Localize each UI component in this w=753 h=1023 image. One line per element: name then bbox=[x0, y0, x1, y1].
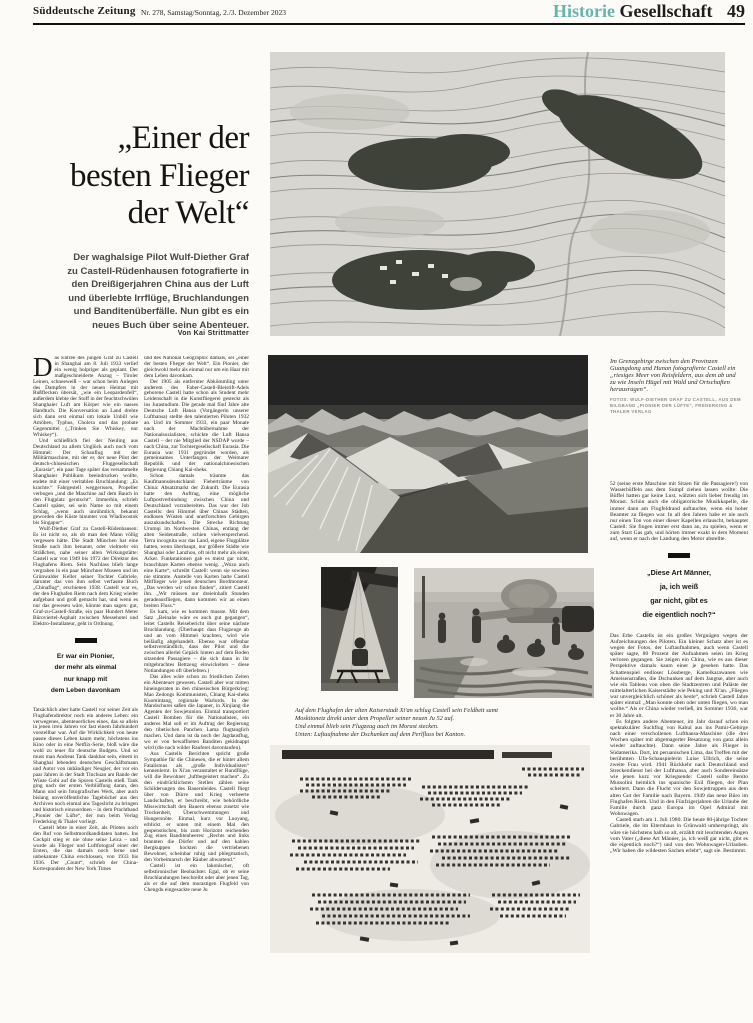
rice-fields-caption bbox=[610, 358, 742, 414]
junks-river-illustration bbox=[270, 745, 590, 953]
paragraph bbox=[33, 356, 138, 439]
paragraph: Castell lebte in einer Zeit, als Piloten noch den Ruf von Selbstmordkandidaten hatten. Ins Cockpit stieg er nie ohne seine Leica – und wurde als Flieger und Luftfotograf einer der Ersten, die das damals noch ferne und unbekannte China erschlossen, von 1933 bis 1936. Der „Count“, schrieb der China-Korrespondent der New York Times bbox=[33, 824, 138, 873]
caption-line: Auf dem Flughafen der alten Kaiserstadt Xi'an schlug Castell sein Feldbett samt bbox=[295, 707, 499, 714]
article-column-1 bbox=[33, 356, 138, 1012]
airfield-caption bbox=[295, 707, 595, 739]
paragraph: Castell starb am 1. Juli 1980. Die heute 80-jährige Tochter Gabriele, die im Elternhaus in Grünwald umherspringt, als wäre sie höchstens halb so alt, erzählt mit leuchtenden Augen vom Vater („diese Art Männer, ja, ich weiß gar nicht, gibt es die eigentlich noch?“) und von den Wohnwagen-Urlauben. „Wir haben die wildesten Sachen erlebt“, sagt sie. Bestimmt. bbox=[610, 817, 748, 855]
plane-in-mud-illustration bbox=[414, 568, 594, 698]
pull-quote-line: dem Leben davonkam bbox=[50, 687, 121, 695]
page-number: 49 bbox=[727, 1, 745, 21]
caption-line: Und einmal blieb sein Flugzeug auch im Morast stecken. bbox=[295, 723, 439, 730]
headline-line: besten Flieger bbox=[69, 157, 249, 194]
rice-terraces-illustration bbox=[270, 52, 725, 336]
mosquito-net-photo bbox=[321, 567, 398, 691]
article-column-2 bbox=[144, 356, 249, 1012]
issue-line: Nr. 278, Samstag/Sonntag, 2./3. Dezember 2023 bbox=[141, 8, 286, 17]
paragraph-text: as Entrée des jungen Graf zu Castell in Shanghai am 8. Juli 1933 verlief ein wenig holpriger als geplant. Der maßgeschneiderte Anzug – Tiroler Leinen, schneeweiß – war schon beim Anlegen des Dampfers in der neuen Heimat mit Rußflecken übersät, „wie ein Leopardenfell“, außerdem klebte der Stoff in der feuchtschwülen Shanghaier Luft am Körper wie ein nasses Handtuch. Die Konversation an Land drehte sich dann erst einmal um lokale Unbill wie Amöben, Typhus, Cholera und das probate Gegenmittel („Trinken Sie Whiskey, nur Whiskey“). bbox=[33, 356, 138, 438]
rice-terraces-photo bbox=[270, 52, 725, 336]
paragraph: Es kam, wie es kommen musste. Mit dem Satz „Beinahe wäre es auch gut gegangen“, leitet Castells Reisebericht über seine nächste Bruchlandung. (Überhaupt: dass Flugzeuge ab und an vom Himmel krachten, wird wie beiläufig abgehandelt. Ebenso war offenbar selbstverständlich, dass der Pilot und die zwischen allerlei Gepäck hinten auf dem Boden sitzenden Passagiere – die sich dann in ihr mitgebrachtes Bettzeug einwickelten – diese Notlandungen oft überlebten.) bbox=[144, 608, 249, 675]
paragraph: Tatsächlich aber hatte Castell vor seiner Zeit als Flughafendirektor noch ein anderes Leben: ein verwegenes, abenteuerliches eines, das so allein in jenen irren Jahren vor fast einem Jahrhundert vorstellbar war. Auf die Wirklichkeit von heute passte dieses Leben kaum mehr, höchstens ins Kino oder in eine Netflix-Serie, bloß wäre die wohl zu teuer für deutsche Budgets. Und so muss man Andreas Tank dankbar sein, einem in Shanghai lebenden deutschen Geschäftsmann und Autor von unbändiger Neugier, der vor ein paar Jahren in der Stadt Tinchuan am Rande der Wüste Gobi auf die Spuren Castells stieß. Tank ging nach der ersten Verblüffung daran, den Mann und sein fotografisches Werk, aber auch bislang unveröffentlichte Tagebücher aus den Archiven noch einmal ans Tageslicht zu bringen und historisch einzuordnen – in dem Prachtband „Pionier der Lüfte“, der nun beim Verlag Frederking & Thaler vorliegt. bbox=[33, 706, 138, 825]
headline-line: der Welt“ bbox=[127, 195, 249, 232]
article-headline bbox=[33, 120, 249, 233]
pull-quote-line: die eigentlich noch?“ bbox=[642, 609, 716, 619]
byline: Von Kai Strittmatter bbox=[177, 330, 249, 337]
mountains-illustration bbox=[268, 355, 588, 553]
caption-line: Unten: Luftaufnahme der Dschunken auf dem Perlfluss bei Kanton. bbox=[295, 731, 466, 738]
paragraph: Schon damals träumte das Kaufmannsdeutschland Fieberträume von China: Absatzmarkt der Zukunft. Die Eurasia hatte den Auftrag, eine mögliche Luftpostverbindung zwischen China und Deutschland vorzubereiten. Das war der Job Castells: den Himmel über Chinas Städten, endlosen Wüsten und unerforschten Gebirgen auszukundschaften. Die Strecke Richtung Urumqi im Nordwesten Chinas, entlang der alten Seidenstraße, schien vielversprechend. Terra incognita war das Land, eigene Flugplätze hatten, wenn überhaupt, nur größere Städte wie Shanghai oder Lanzhou, oft nicht mehr als einen Acker. Funkstationen gab es meist gar nicht, brauchbare Karten ebenso wenig. „Wozu auch eine Karte“, schreibt Castell: wenn sie sowieso nie stimmte. Anstelle von Karten hatte Castell Mitflieger wie jenen deutschen Bordmonteur. „Das werden wir schon finden“, zitiert Castell ihn. „Wir müssen nur dreieinhalb Stunden geradeausfliegen, dann kommen wir an einen breiten Fluss.“ bbox=[144, 473, 249, 610]
pull-quote-pioneer bbox=[33, 638, 138, 697]
paragraph: Der 1905 als entfernter Abkömmling unter anderem des Faber-Castell-Bleistift-Adels geborene Castell hatte schon als Student mehr Leidenschaft in die Kunstfliegerei gesteckt als ins Jurastudium. Die gerade mal fünf Jahre alte Deutsche Luft Hansa (Vorgängerin unserer Lufthansa) stellte den talentierten Piloten 1932 an. Und im Sommer 1933, ein paar Monate nach der Machtübernahme der Nationalsozialisten, schickte die Luft Hansa Castell – der nie Mitglied der NSDAP wurde – nach China, zur Tochtergesellschaft Eurasia. Die Eurasia war 1931 gegründet worden, als gemeinsames Unterfangen der Weimarer Republik und der nationalchinesischen Regierung Chiang Kai-sheks. bbox=[144, 378, 249, 474]
section-header bbox=[553, 1, 745, 22]
mountains-photo bbox=[268, 355, 588, 553]
paragraph: Das Erbe Castells ist ein großes Vergnügen wegen der Aufzeichnungen des Piloten. Ein kleiner Schatz aber ist es wegen der Fotos, der Luftaufnahmen, auch wenn Castell später sagte, 80 Prozent der Aufnahmen seien im Krieg verloren gegangen. Sie zeigen ein China, wie es aus dieser Perspektive damals kaum einer je gesehen hatte. Das Schattenspiel endloser Lössberge, Kamelkarawanen wie Ameisenstraßen, die Dschunken auf dem Jangtse, aber auch wie ein Tableau von oben die Stadtzentren und Paläste der mittelalterlichen Kaiserstädte wie Peking und Xi'an. „Fliegen war unvergleichlich schöner als heute“, schrieb Castell Jahre später einmal: „Man konnte oben oder unten fliegen, wo man wollte.“ Als er China wieder verließ, im Sommer 1936, war er 30 Jahre alt. bbox=[610, 632, 748, 719]
pull-quote-line: Er war ein Pionier, bbox=[56, 652, 115, 660]
caption-line: Moskitonetz direkt unter dem Propeller seiner neuen Ju 52 auf. bbox=[295, 715, 455, 722]
pull-quote-line: nur knapp mit bbox=[63, 675, 108, 683]
paragraph: Es folgten andere Abenteuer, im Jahr darauf schon ein spektakulärer Suchflug von Kabul aus ins Pamir-Gebirge nach einer verschollenen Lufthansa-Maschine (die drei Wochen später mit abgemagerter Besatzung von ganz allein wieder auftauchte). Dann seine Jahre als Flieger in Südamerika. Dort, im peruanischen Lima, das Treffen mit der berühmten Ufa-Schauspielerin Luise Ullrich, die seine zweite Frau wird. 1941 Rückkehr nach Deutschland und Streckendienst bei der Lufthansa, aber auch Sondereinsätze wie jenen kurz vor Kriegsende: Castell sollte Benito Mussolini heimlich ins spanische Exil fliegen, der Plan scheitert. Dann die Flucht vor den Sowjettruppen aus dem alten Gut der Familie nach Bayern. 1949 das neue Büro im Flughafen Riem. Und in den Fünfzigerjahren die Urlaube der Familie durch ganz Europa im Opel Admiral mit Wohnwagen. bbox=[610, 718, 748, 818]
pull-quote-bar bbox=[75, 638, 97, 643]
section-highlight: Historie bbox=[553, 1, 616, 21]
headline-line: „Einer der bbox=[117, 120, 249, 156]
plane-in-mud-photo bbox=[414, 568, 594, 698]
paragraph: 52 (seine erste Maschine mit Sitzen für die Passagiere!) von Wasserbüffeln aus dem Sumpf ziehen lassen wollte: Die Büffel hatten gar keine Lust, wälzten sich lieber freudig im Morast. Schön auch die obligatorische Musikkapelle, die immer dann am Flugfeldrand auftauchte, wenn ein hoher Beamter zu fliegen war. In all den Jahren habe er nie auch nur einen Ton von einer dieser Kapellen erlauscht, behauptet Castell: Sie fingen immer erst dann an, zu spielen, wenn er zum Start Gas gab, und hörten immer exakt in dem Moment auf, wenn er nach der Landung den Motor abstellte. bbox=[610, 481, 748, 543]
paper-name: Süddeutsche Zeitung bbox=[33, 5, 136, 17]
masthead-rule bbox=[33, 23, 745, 25]
pull-quote-line: „Diese Art Männer, bbox=[646, 567, 712, 577]
mosquito-net-illustration bbox=[321, 567, 398, 691]
drop-cap: D bbox=[33, 356, 53, 382]
paragraph: Das alles wäre schon zu friedlichen Zeiten ein Abenteuer gewesen. Castell aber war mitten hineingeraten in den chinesischen Bürgerkrieg: Mao Zedongs Kommunisten, Chiang Kai-sheks Kuomintang, regionale Warlords. In der Mandschurei saßen die Japaner, in Xinjiang die Agenten der Sowjetunion. Einmal transportiert Castell Bomben für die Nationalisten, ein anderes Mal soll er im Auftrag der Regierung den tibetischen Panchen Lama flugtauglich machen. Und dann ist da noch der Jagdausflug, wo er von bewaffneten Banditen gekidnappt wird (die nach wilder Rauferei davonlaufen). bbox=[144, 673, 249, 751]
pull-quote-line: der mehr als einmal bbox=[54, 664, 117, 672]
section-name: Gesellschaft bbox=[619, 1, 713, 21]
caption-text: Im Grenzgebirge zwischen den Provinzen Guangdong und Hunan fotografierte Castell ein „riesiges Meer von Reisfeldern, aus dem ab und zu wie Inseln Hügel mit Wald und Ortschaften herausragen“. bbox=[610, 358, 736, 394]
paragraph: Aus Castells Berichten spricht große Sympathie für die Chinesen, die er hinter allem Fatalismus als „große Individualisten“ kennenlernt. In Xi'an veranstaltet er Rundflüge, will die Bewohner „luftbegeistert machen“. Zu den eindrücklichsten Stellen zählen seine Schilderungen des Bauernleides. Castell fliegt über von Dürre und Krieg verheerte Landschaften, er beschreibt, wie behördliche Misswirtschaft den Bauern ebenso zusetzt wie Trockenheit, Überschwemmungen und Hungersnöte. Einmal, kurz vor Luoyang, erblickt er unten mit einem Mal den gespenstischen, bis zum Horizont reichenden Zug eines Banditenheeres: „Rechts und links brannten die Dörfer und auf den kahlen Bergkuppen hockten die vertriebenen Bewohner, scheinbar ruhig und phlegmatisch, den Vorbeimarsch der Räuber abwartend.“ bbox=[144, 750, 249, 864]
paragraph: Castell ist ein lakonischer, oft selbstironischer Beobachter. Egal, ob er seine Bruchlandungen beschreibt oder aber jenen Tag, als er die auf dem morastigen Flugfeld von Chengdu eingesackte neue Ju bbox=[144, 862, 249, 893]
photo-credit: FOTOS: WULF-DIETHER GRAF ZU CASTELL, AUS DEM BILDBAND „PIONIER DER LÜFTE“, FREDERKING & THALER VERLAG bbox=[610, 397, 741, 414]
article-column-3 bbox=[610, 481, 748, 1015]
pull-quote-line: ja, ich weiß bbox=[659, 581, 699, 591]
paragraph: und des National Geographic damals, sei „einer der besten Flieger der Welt“. Ein Pionier, der gleichwohl mehr als einmal nur um ein Haar mit dem Leben davonkam. bbox=[144, 356, 249, 379]
pull-quote-bar bbox=[668, 553, 690, 558]
pull-quote-maenner bbox=[610, 553, 748, 622]
paragraph: Und schließlich fiel der Neuling aus Deutschland zu allem Unglück auch noch vom Himmel: Der Schauflug mit der Militärmaschine, mit der er, der neue Pilot der deutsch-chinesischen Fluggesellschaft „Eurasia“, ein paar Tage später das versammelte Shanghaier Publikum beeindrucken wollte, endete mit einer veritablen Bruchlandung: „Es krachte.“ Fahrgestell weggerissen, Propeller verbogen „und die Maschine auf dem Bauch in den Flugplatz gerutscht“. Immerhin, schrieb Castell später, sei sein Name so mit einem Schlag, „wenn auch unrühmlich, bekannt geworden die Küste hinunter von Wladiwostok bis Singapur“. bbox=[33, 437, 138, 527]
paragraph: Wulf-Diether Graf zu Castell-Rüdenhausen: Es ist nicht so, als ob man den Mann völlig vergessen hätte. Die Stadt München hat eine Straße nach ihm benannt, oder vielmehr ein Sträßchen, nahe seiner alten Wirkungstätte: Castell war von 1949 bis 1972 der Direktor des Flughafens Riem. Sein Nachlass blieb lange vergraben in ein paar Münchner Museen und im Grünwalder Keller seiner Tochter Gabriele, darunter das von ihm selbst verfasste Buch „Chinaflug“, erschienen 1938. Castell war es, der den Flughafen Riem nach dem Krieg wieder aufgebaut und groß gemacht hat, und wenn es nur das gewesen wäre, könnte man sagen: gut, Graf-zu-Castell-Straße, ein paar Hundert Meter Büroviertel-Asphalt zwischen Messehotel und Elektro-Installateur, geht in Ordnung. bbox=[33, 526, 138, 627]
standfirst: Der waghalsige Pilot Wulf-Diether Graf zu Castell-Rüdenhausen fotografierte in den Dreißigerjahren China aus der Luft und überlebte Irrflüge, Bruchlandungen und Banditenüberfälle. Nun gibt es ein neues Buch über seine Abenteuer. bbox=[67, 252, 249, 332]
junks-river-photo bbox=[270, 745, 590, 953]
pull-quote-line: gar nicht, gibt es bbox=[650, 595, 708, 605]
